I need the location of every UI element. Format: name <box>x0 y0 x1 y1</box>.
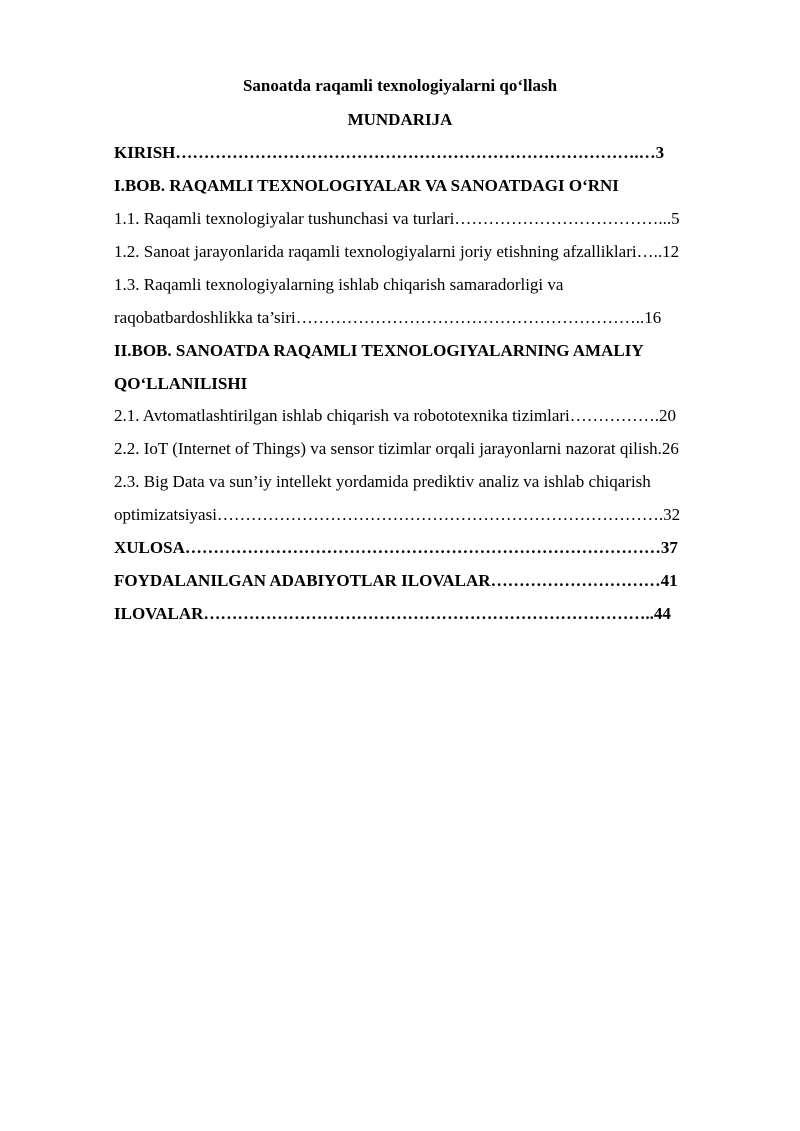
toc-entry-kirish: KIRISH……………………………………………………………………….…3 <box>114 143 665 162</box>
document-title: Sanoatda raqamli texnologiyalarni qo‘llash <box>242 76 558 95</box>
toc-entry-ilovalar: ILOVALAR……………………………………………………………………..44 <box>114 604 671 623</box>
toc-entry-2-3-cont: optimizatsiyasi…………………………………………………………………….32 <box>114 505 681 524</box>
toc-entry-adabiyotlar: FOYDALANILGAN ADABIYOTLAR ILOVALAR…………………………41 <box>114 571 678 590</box>
toc-entry-2-2: 2.2. IoT (Internet of Things) va sensor tizimlar orqali jarayonlarni nazorat qilish.26 <box>114 439 679 458</box>
toc-chapter-2-cont: QO‘LLANILISHI <box>114 374 248 393</box>
toc-entry-2-3: 2.3. Big Data va sun’iy intellekt yordamida prediktiv analiz va ishlab chiqarish <box>114 472 651 491</box>
toc-entry-1-3-cont: raqobatbardoshlikka ta’siri……………………………………………………..16 <box>114 308 662 327</box>
toc-chapter-2: II.BOB. SANOATDA RAQAMLI TEXNOLOGIYALARNING AMALIY <box>114 341 644 360</box>
contents-heading: MUNDARIJA <box>347 110 453 129</box>
toc-entry-xulosa: XULOSA…………………………………………………………………………37 <box>114 538 678 557</box>
toc-chapter-1: I.BOB. RAQAMLI TEXNOLOGIYALAR VA SANOATDAGI O‘RNI <box>114 176 619 195</box>
toc-entry-1-2: 1.2. Sanoat jarayonlarida raqamli texnologiyalarni joriy etishning afzalliklari…..12 <box>114 242 680 261</box>
toc-entry-1-1: 1.1. Raqamli texnologiyalar tushunchasi va turlari………………………………...5 <box>114 209 680 228</box>
toc-entry-1-3: 1.3. Raqamli texnologiyalarning ishlab chiqarish samaradorligi va <box>114 275 564 294</box>
toc-entry-2-1: 2.1. Avtomatlashtirilgan ishlab chiqarish va robototexnika tizimlari…………….20 <box>114 406 677 425</box>
